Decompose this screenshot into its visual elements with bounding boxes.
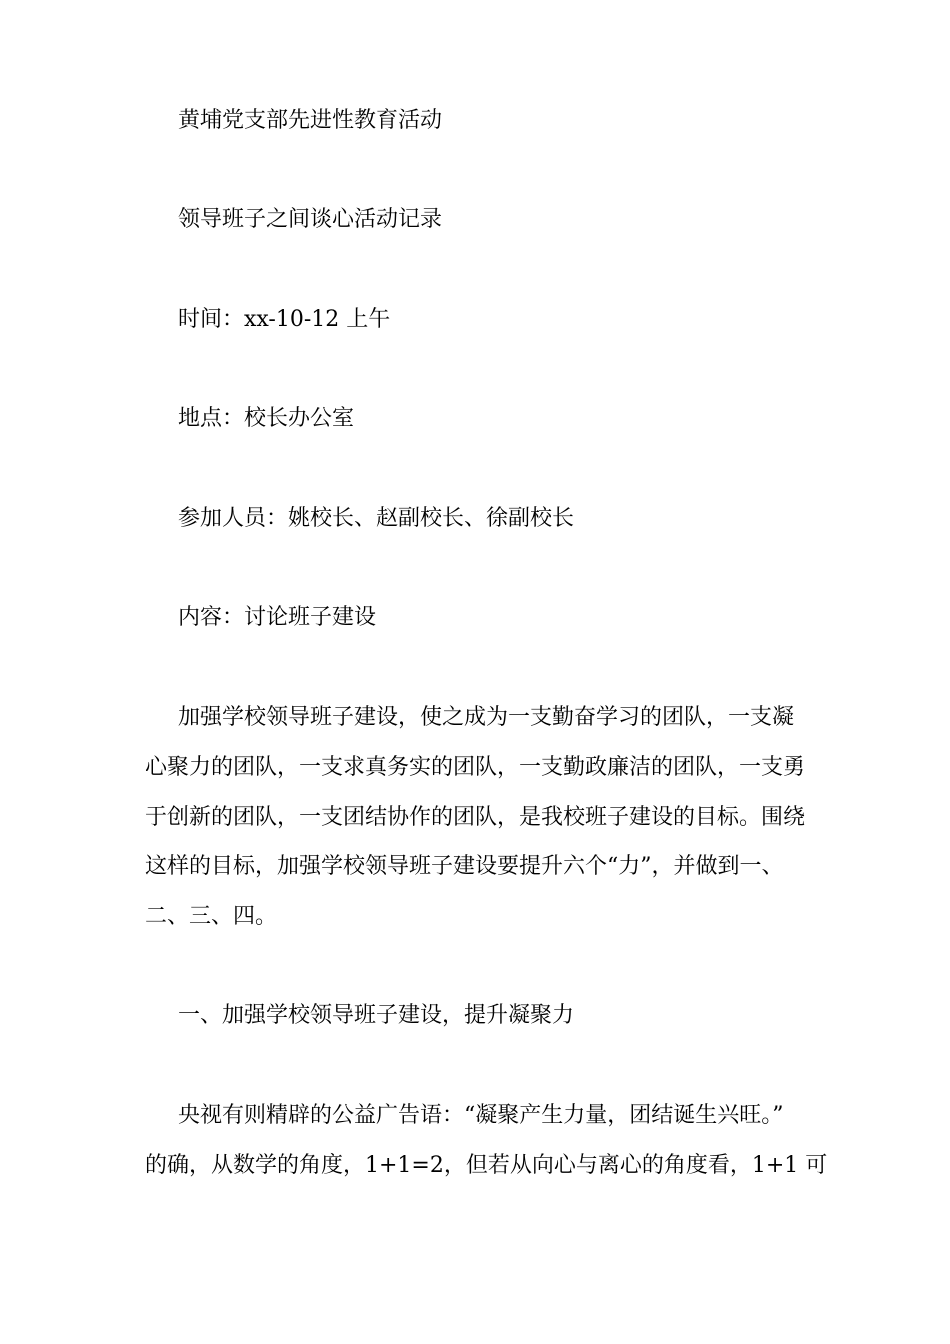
paragraph-1-line: 二、三、四。 xyxy=(145,904,278,929)
content-line: 内容：讨论班子建设 xyxy=(178,605,377,630)
title-line-2: 领导班子之间谈心活动记录 xyxy=(178,207,443,232)
participants-line: 参加人员：姚校长、赵副校长、徐副校长 xyxy=(178,506,575,531)
title-line-1: 黄埔党支部先进性教育活动 xyxy=(178,108,443,133)
paragraph-1-line: 心聚力的团队，一支求真务实的团队，一支勤政廉洁的团队，一支勇 xyxy=(145,755,806,780)
time-line: 时间：xx-10-12 上午 xyxy=(178,307,391,332)
paragraph-1-line: 这样的目标，加强学校领导班子建设要提升六个“力”，并做到一、 xyxy=(145,854,784,879)
paragraph-2-line: 央视有则精辟的公益广告语：“凝聚产生力量，团结诞生兴旺。” xyxy=(178,1103,784,1128)
paragraph-1-line: 于创新的团队，一支团结协作的团队，是我校班子建设的目标。围绕 xyxy=(145,805,806,830)
paragraph-1-line: 加强学校领导班子建设，使之成为一支勤奋学习的团队，一支凝 xyxy=(178,705,795,730)
paragraph-2-line: 的确，从数学的角度，1+1=2，但若从向心与离心的角度看，1+1 可 xyxy=(145,1153,828,1178)
location-line: 地点：校长办公室 xyxy=(178,406,355,431)
section-1-heading: 一、加强学校领导班子建设，提升凝聚力 xyxy=(178,1003,575,1028)
